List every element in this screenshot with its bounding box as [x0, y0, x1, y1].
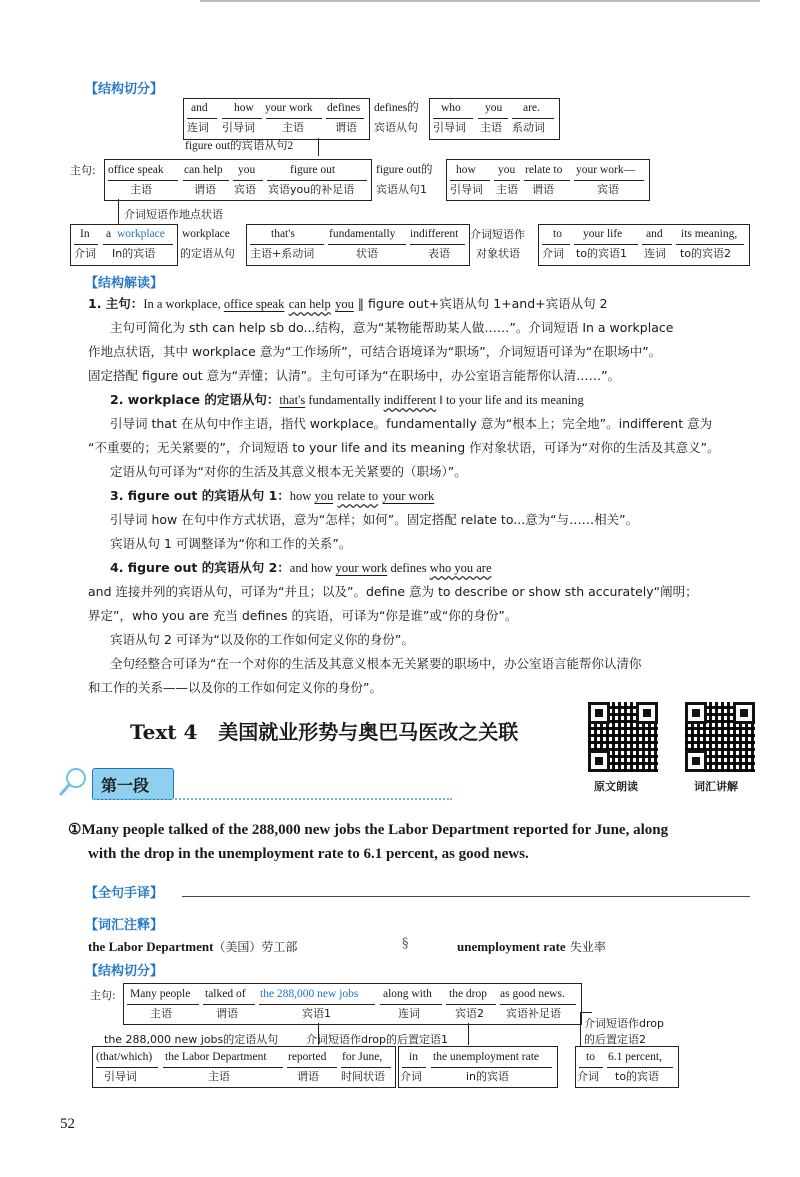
connector-label: 对象状语: [476, 247, 520, 260]
role-label: 宾语: [597, 183, 619, 196]
word: who: [441, 102, 461, 114]
word: workplace: [182, 228, 230, 240]
role-label: 宾语: [234, 183, 256, 196]
role-label: 主语: [282, 121, 304, 134]
vocab-item: unemployment rate 失业率: [457, 939, 606, 954]
magnifier-icon: [58, 766, 90, 798]
word: 6.1 percent,: [608, 1051, 662, 1063]
explain-point-3-title: 3. figure out 的宾语从句 1：how you relate to your work: [110, 488, 435, 503]
sentence-1: ①Many people talked of the 288,000 new jobs the Labor Department reported for June, along with the drop in the unemployment rate to 6.1 percent, as good news.: [68, 822, 669, 862]
section-label-structure-split: 【结构切分】: [85, 82, 164, 97]
word: reported: [288, 1051, 327, 1063]
clause-label: 介词短语作drop的后置定语1: [306, 1033, 448, 1046]
word: the Labor Department: [165, 1051, 267, 1063]
role-label: 介词: [542, 247, 564, 260]
clause-label: 介词短语作drop: [584, 1017, 664, 1030]
role-label: 谓语: [297, 1070, 319, 1083]
role-label: 谓语: [335, 121, 357, 134]
role-label: 引导词: [104, 1070, 137, 1083]
role-label: 主语: [150, 1007, 172, 1020]
role-label: 宾语1: [302, 1007, 331, 1020]
qr-caption: 词汇讲解: [694, 780, 738, 793]
top-rule: [200, 0, 760, 2]
connector-label: defines的: [374, 102, 419, 114]
separator-icon: §: [402, 936, 409, 951]
word: how: [456, 164, 476, 176]
role-label: 谓语: [532, 183, 554, 196]
word: (that/which): [96, 1051, 153, 1063]
dotted-rule: [92, 798, 452, 800]
word: as good news.: [500, 988, 565, 1000]
qr-code-vocab[interactable]: [685, 702, 755, 772]
adverbial-label: 介词短语作地点状语: [124, 208, 223, 221]
word: In: [80, 228, 90, 240]
word: figure out: [290, 164, 336, 176]
word: are.: [523, 102, 540, 114]
qr-code-reading[interactable]: [588, 702, 658, 772]
role-label: 系动词: [512, 121, 545, 134]
role-label: 主语: [480, 121, 502, 134]
role-label: 主语+系动词: [250, 247, 315, 260]
role-label: 表语: [428, 247, 450, 260]
clause-label: 的后置定语2: [584, 1033, 646, 1046]
role-label: In的宾语: [112, 247, 156, 260]
word: you: [485, 102, 503, 114]
word: along with: [383, 988, 432, 1000]
word: indifferent: [410, 228, 459, 240]
role-label: in的宾语: [466, 1070, 510, 1083]
explain-line: 宾语从句 2 可译为“以及你的工作如何定义你的身份”。: [110, 632, 414, 647]
word: office speak: [108, 164, 164, 176]
role-label: 连词: [187, 121, 209, 134]
role-label: 连词: [644, 247, 666, 260]
role-label: 宾语2: [455, 1007, 484, 1020]
word: its meaning,: [681, 228, 738, 240]
role-label: 谓语: [194, 183, 216, 196]
word: can help: [184, 164, 223, 176]
role-label: 状语: [356, 247, 378, 260]
role-label: 主语: [496, 183, 518, 196]
word: your work: [265, 102, 313, 114]
explain-line: and 连接并列的宾语从句，可译为“并且；以及”。define 意为 to describe or show sth accurately“阐明；: [88, 584, 698, 599]
connector-label: figure out的: [376, 164, 433, 176]
role-label: 宾语补足语: [506, 1007, 561, 1020]
explain-line: 宾语从句 1 可调整译为“你和工作的关系”。: [110, 536, 352, 551]
explain-line: “不重要的；无关紧要的”，介词短语 to your life and its meaning 作对象状语，可译为“对你的生活及其意义”。: [88, 440, 720, 455]
section-label-structure-split-2: 【结构切分】: [85, 964, 164, 979]
word: to: [553, 228, 562, 240]
word: in: [409, 1051, 418, 1063]
explain-line: 全句经整合可译为“在一个对你的生活及其意义根本无关紧要的职场中，办公室语言能帮你认清你: [110, 656, 642, 671]
connector-label: 宾语从句1: [376, 183, 427, 196]
clause-label: the 288,000 new jobs的定语从句: [104, 1033, 279, 1046]
role-label: 引导词: [433, 121, 466, 134]
text-heading: Text 4 美国就业形势与奥巴马医改之关联: [130, 720, 519, 744]
translation-answer-line[interactable]: [182, 896, 750, 897]
role-label: 主语: [130, 183, 152, 196]
explain-line: 引导词 that 在从句中作主语，指代 workplace。fundamentally 意为“根本上；完全地”。indifferent 意为: [110, 416, 713, 431]
role-label: 谓语: [216, 1007, 238, 1020]
role-label: 介词: [74, 247, 96, 260]
role-label: 主语: [208, 1070, 230, 1083]
word: workplace: [117, 228, 165, 240]
explain-line: 主句可简化为 sth can help sb do...结构，意为“某物能帮助某人做……”。介词短语 In a workplace: [110, 320, 674, 335]
role-label: 介词: [400, 1070, 422, 1083]
role-label: 介词: [577, 1070, 599, 1083]
page-number: 52: [60, 1116, 75, 1132]
explain-line: 和工作的关系——以及你的工作如何定义你的身份”。: [88, 680, 382, 695]
vocab-item: the Labor Department（美国）劳工部: [88, 939, 298, 954]
main-clause-label: 主句:: [90, 989, 116, 1002]
word: Many people: [130, 988, 191, 1000]
word: the drop: [449, 988, 488, 1000]
role-label: 宾语you的补足语: [268, 183, 355, 196]
paragraph-badge: 第一段: [92, 768, 174, 800]
word: the 288,000 new jobs: [260, 988, 359, 1000]
role-label: to的宾语2: [680, 247, 732, 260]
explain-point-1-title: 1. 主句：In a workplace, office speak can help you ‖ figure out+宾语从句 1+and+宾语从句 2: [88, 296, 608, 311]
connector-label: 介词短语作: [470, 228, 525, 241]
role-label: 连词: [398, 1007, 420, 1020]
word: you: [238, 164, 256, 176]
explain-line: 固定搭配 figure out 意为“弄懂；认清”。主句可译为“在职场中，办公室语言能帮你认清……”。: [88, 368, 621, 383]
explain-line: 引导词 how 在句中作方式状语，意为“怎样；如何”。固定搭配 relate to...意为“与……相关”。: [110, 512, 639, 527]
role-label: 时间状语: [341, 1070, 385, 1083]
word: your life: [583, 228, 623, 240]
word: for June,: [342, 1051, 383, 1063]
explain-line: 界定”，who you are 充当 defines 的宾语，可译为“你是谁”或“你的身份”。: [88, 608, 518, 623]
word: that's: [271, 228, 295, 240]
clause-label: figure out的宾语从句2: [185, 140, 294, 152]
main-clause-label: 主句:: [70, 164, 96, 177]
word: and: [646, 228, 663, 240]
role-label: to的宾语1: [576, 247, 628, 260]
word: fundamentally: [329, 228, 396, 240]
word: a: [106, 228, 112, 240]
word: the unemployment rate: [433, 1051, 540, 1063]
word: relate to: [525, 164, 563, 176]
word: to: [586, 1051, 595, 1063]
section-label-full-translation: 【全句手译】: [85, 886, 164, 901]
section-label-structure-explain: 【结构解读】: [85, 276, 164, 291]
explain-line: 作地点状语，其中 workplace 意为“工作场所”，可结合语境译为“职场”，介词短语可译为“在职场中”。: [88, 344, 662, 359]
role-label: 引导词: [450, 183, 483, 196]
word: you: [498, 164, 516, 176]
explain-point-4-title: 4. figure out 的宾语从句 2：and how your work defines who you are: [110, 560, 492, 575]
role-label: 引导词: [222, 121, 255, 134]
qr-caption: 原文朗读: [594, 780, 638, 793]
word: and: [191, 102, 208, 114]
explain-point-2-title: 2. workplace 的定语从句：that's fundamentally indifferent ‖ to your life and its meaning: [110, 392, 584, 407]
word: defines: [327, 102, 361, 114]
section-label-vocab: 【词汇注释】: [85, 918, 164, 933]
word: talked of: [205, 988, 246, 1000]
connector-label: 宾语从句: [374, 121, 418, 134]
word: your work—: [576, 164, 636, 176]
explain-line: 定语从句可译为“对你的生活及其意义根本无关紧要的（职场）”。: [110, 464, 467, 479]
role-label: 的定语从句: [180, 247, 235, 260]
role-label: to的宾语: [615, 1070, 660, 1083]
word: how: [234, 102, 254, 114]
